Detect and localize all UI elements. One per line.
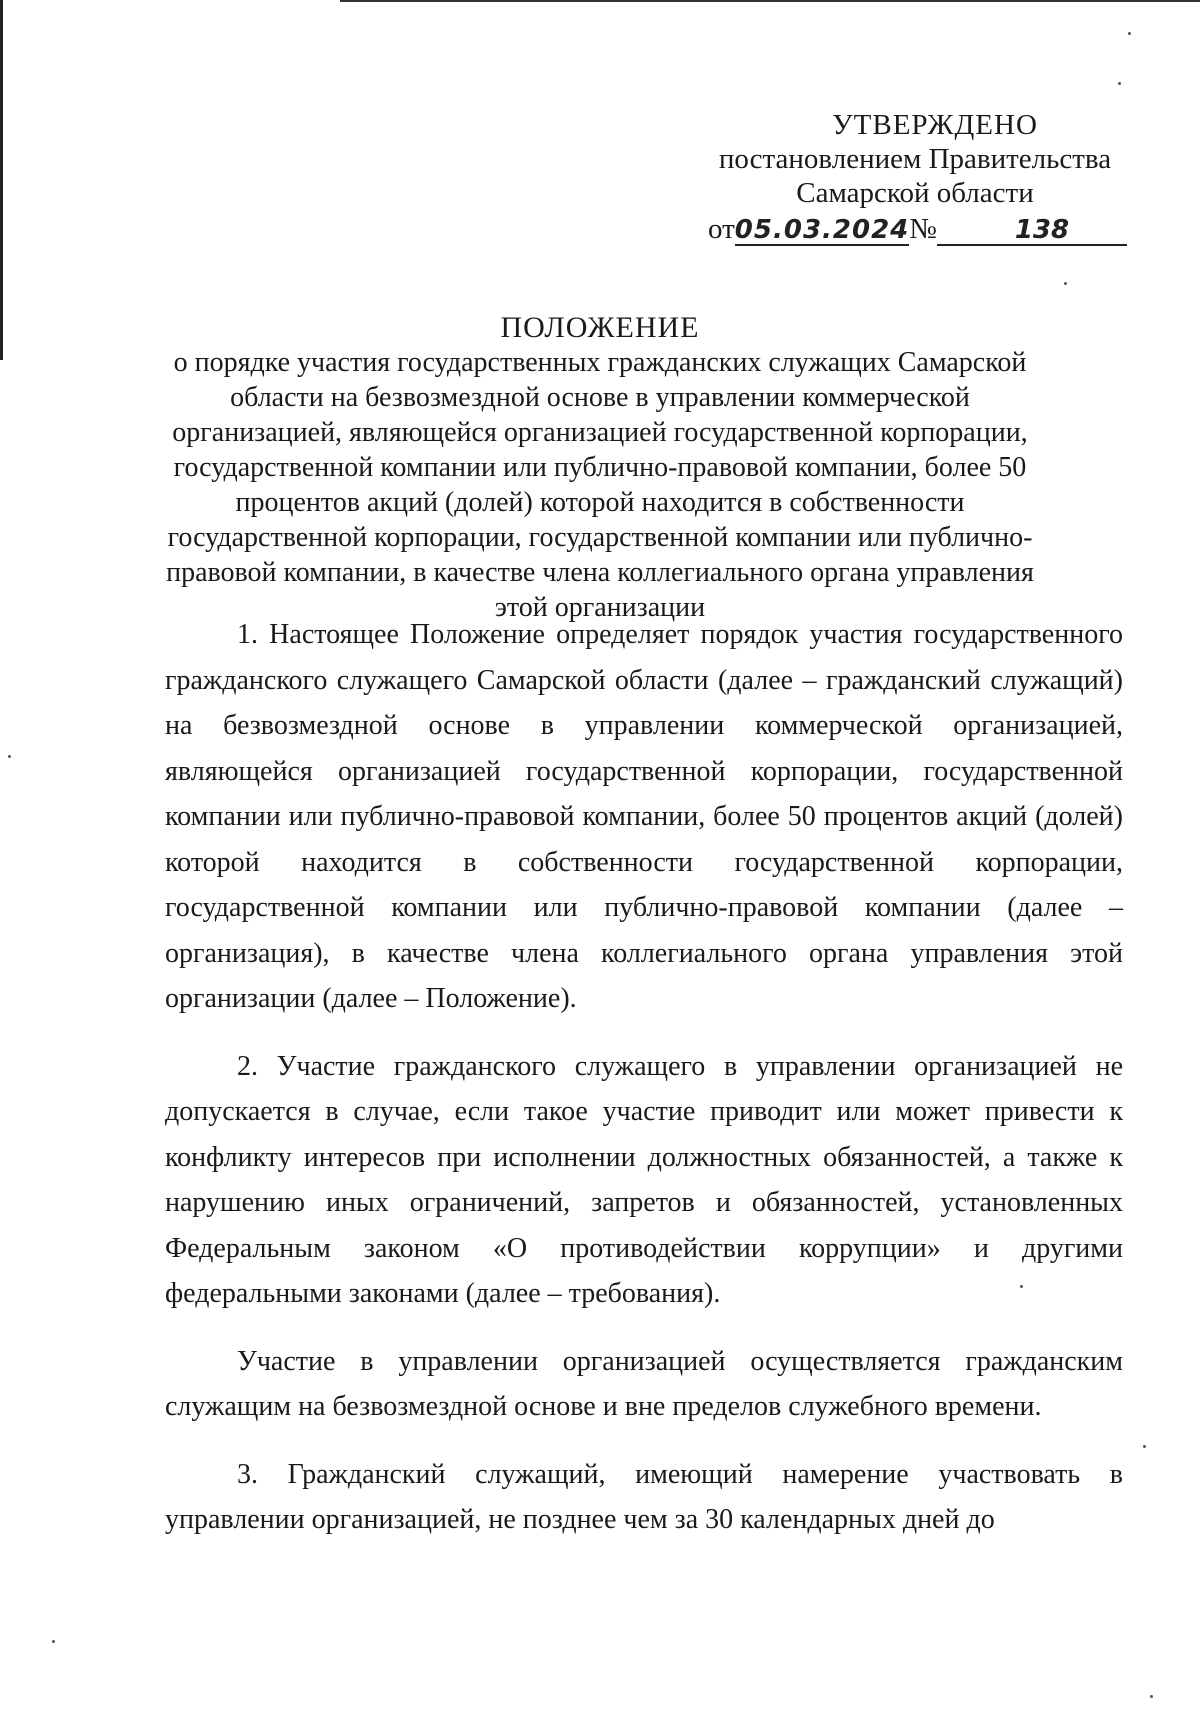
approval-date-number-line bbox=[680, 212, 1150, 246]
handwritten-date: 05.03.2024 bbox=[734, 215, 910, 245]
approval-stamp-block bbox=[680, 108, 1150, 246]
paragraph-1: 1. Настоящее Положение определяет порядок участия государственного гражданского служащего Самарской области (далее – гражданский служащий) на безвозмездной основе в управлении коммерческой организацией, являющейся организацией государственной корпорации, государственной компании или публично-правовой компании, более 50 процентов акций (долей) которой находится в собственности государственной корпорации, государственной компании или публично-правовой компании (далее – организация), в качестве члена коллегиального органа управления этой организации (далее – Положение). bbox=[165, 619, 1123, 1014]
scan-speck bbox=[8, 755, 11, 758]
scan-speck bbox=[1143, 1445, 1146, 1448]
paragraph-3: 3. Гражданский служащий, имеющий намерение участвовать в управлении организацией, не позднее чем за 30 календарных дней до bbox=[165, 1458, 1123, 1535]
paragraph-2: 2. Участие гражданского служащего в управлении организацией не допускается в случае, если такое участие приводит или может привести к конфликту интересов при исполнении должностных обязанностей, а также к нарушению иных ограничений, запретов и обязанностей, установленных Федеральным законом «О противодействии коррупции» и другими федеральными законами (далее – требования). bbox=[165, 1050, 1123, 1309]
handwritten-number: 138 bbox=[937, 216, 1127, 246]
document-subtitle: о порядке участия государственных гражданских служащих Самарской области на безвозмездной основе в управлении коммерческой организацией, являющейся организацией государственной корпорации, государственной компании или публично-правовой компании, более 50 процентов акций (долей) которой находится в собственности государственной корпорации, государственной компании или публично-правовой компании, в качестве члена коллегиального органа управления этой организации bbox=[166, 347, 1034, 623]
number-prefix: № bbox=[909, 213, 937, 245]
scan-speck bbox=[52, 1640, 55, 1643]
scan-speck bbox=[1020, 1285, 1023, 1288]
document-title: ПОЛОЖЕНИЕ bbox=[500, 311, 700, 344]
scan-edge-top bbox=[340, 0, 1200, 2]
document-body bbox=[165, 612, 1123, 1543]
scan-edge-left bbox=[0, 0, 3, 360]
scan-speck bbox=[1064, 282, 1067, 285]
scan-speck bbox=[1150, 1695, 1153, 1698]
scan-speck bbox=[1128, 32, 1131, 35]
document-title-block bbox=[150, 310, 1050, 625]
approval-line-2: Самарской области bbox=[796, 177, 1034, 209]
approval-line-1: постановлением Правительства bbox=[718, 143, 1112, 175]
date-prefix: от bbox=[708, 213, 735, 245]
scan-speck bbox=[1118, 82, 1121, 85]
paragraph-2-continuation: Участие в управлении организацией осуществляется гражданским служащим на безвозмездной основе и вне пределов служебного времени. bbox=[165, 1345, 1123, 1422]
approval-heading: УТВЕРЖДЕНО bbox=[832, 109, 1038, 141]
